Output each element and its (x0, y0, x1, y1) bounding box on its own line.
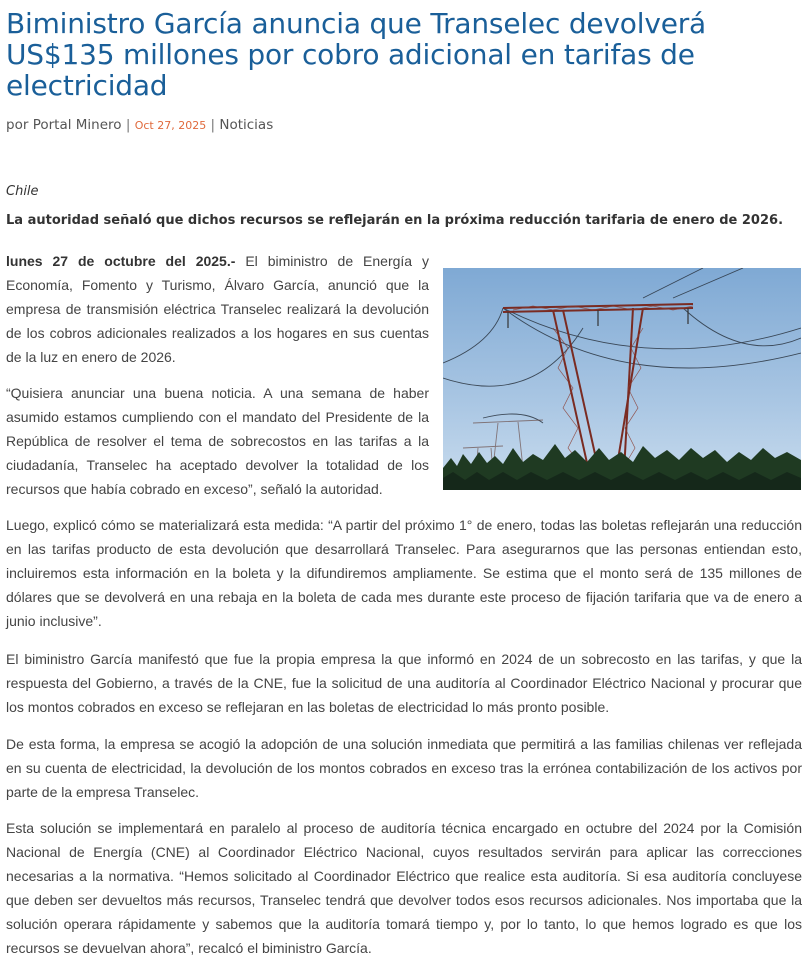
paragraph-lead: lunes 27 de octubre del 2025.- (6, 253, 236, 269)
paragraph (6, 249, 429, 369)
country-label: Chile (6, 184, 39, 199)
transmission-towers-photo (443, 268, 801, 490)
article (6, 7, 802, 956)
byline (6, 117, 802, 137)
author-link[interactable]: Portal Minero (32, 117, 122, 133)
article-title: Biministro García anuncia que Transelec devolverá US$135 millones por cobro adicional en tarifas de electricidad (6, 7, 706, 102)
byline-separator: | (210, 117, 216, 133)
byline-prefix: por (6, 117, 29, 133)
article-lede: La autoridad señaló que dichos recursos se reflejarán en la próxima reducción tarifaria de enero de 2026. (6, 213, 784, 228)
paragraph-text: El biministro de Energía y Economía, Fomento y Turismo, Álvaro García, anunció que la empresa de transmisión eléctrica Transelec realizará la devolución de los cobros adicionales realizados a los hogares en sus cuentas de la luz en enero de 2026. (6, 253, 430, 365)
byline-separator: | (125, 117, 131, 133)
transmission-towers-illustration (443, 268, 801, 490)
paragraph: Luego, explicó cómo se materializará esta medida: “A partir del próximo 1° de enero, todas las boletas reflejarán una reducción en las tarifas producto de esta devolución que desarrollará Transelec. Para asegurarnos que las personas entiendan esto, incluiremos esta información en la boleta y la difundiremos ampliamente. Se estima que el monto será de 135 millones de dólares que se devolverá en una rebaja en la boleta de cada mes durante este proceso de fijación tarifaria que va de enero a junio inclusive”. (6, 517, 802, 629)
paragraph: El biministro García manifestó que fue la propia empresa la que informó en 2024 de un sobrecosto en las tarifas, y que la respuesta del Gobierno, a través de la CNE, fue la solicitud de una auditoría al Coordinador Eléctrico Nacional y procurar que los montos cobrados en exceso se reflejaran en las boletas de electricidad lo más pronto posible. (6, 651, 802, 715)
category-link[interactable]: Noticias (219, 117, 274, 133)
paragraph: De esta forma, la empresa se acogió la adopción de una solución inmediata que permitirá a las familias chilenas ver reflejada en su cuenta de electricidad, la devolución de los montos cobrados en exceso tras la errónea contabilización de los activos por parte de la empresa Transelec. (6, 736, 802, 800)
publish-date: Oct 27, 2025 (134, 119, 207, 132)
paragraph: Esta solución se implementará en paralelo al proceso de auditoría técnica encargado en octubre del 2024 por la Comisión Nacional de Energía (CNE) al Coordinador Eléctrico Nacional, cuyos resultados servirán para aplicar las correcciones necesarias a la normativa. “Hemos solicitado al Coordinador Eléctrico que realice esta auditoría. Si esa auditoría concluyese que deben ser devueltos más recursos, Transelec tendrá que devolver todos esos recursos adicionales. Nos importaba que la solución operara rápidamente y sabemos que la auditoría tomará tiempo y, por lo tanto, lo que hemos logrado es que los recursos se devuelvan ahora”, recalcó el biministro García. (6, 820, 802, 956)
paragraph: “Quisiera anunciar una buena noticia. A una semana de haber asumido estamos cumpliendo con el mandato del Presidente de la República de resolver el tema de sobrecostos en las tarifas a la ciudadanía, Transelec ha aceptado devolver la totalidad de los recursos que había cobrado en exceso”, señaló la autoridad. (6, 385, 429, 497)
